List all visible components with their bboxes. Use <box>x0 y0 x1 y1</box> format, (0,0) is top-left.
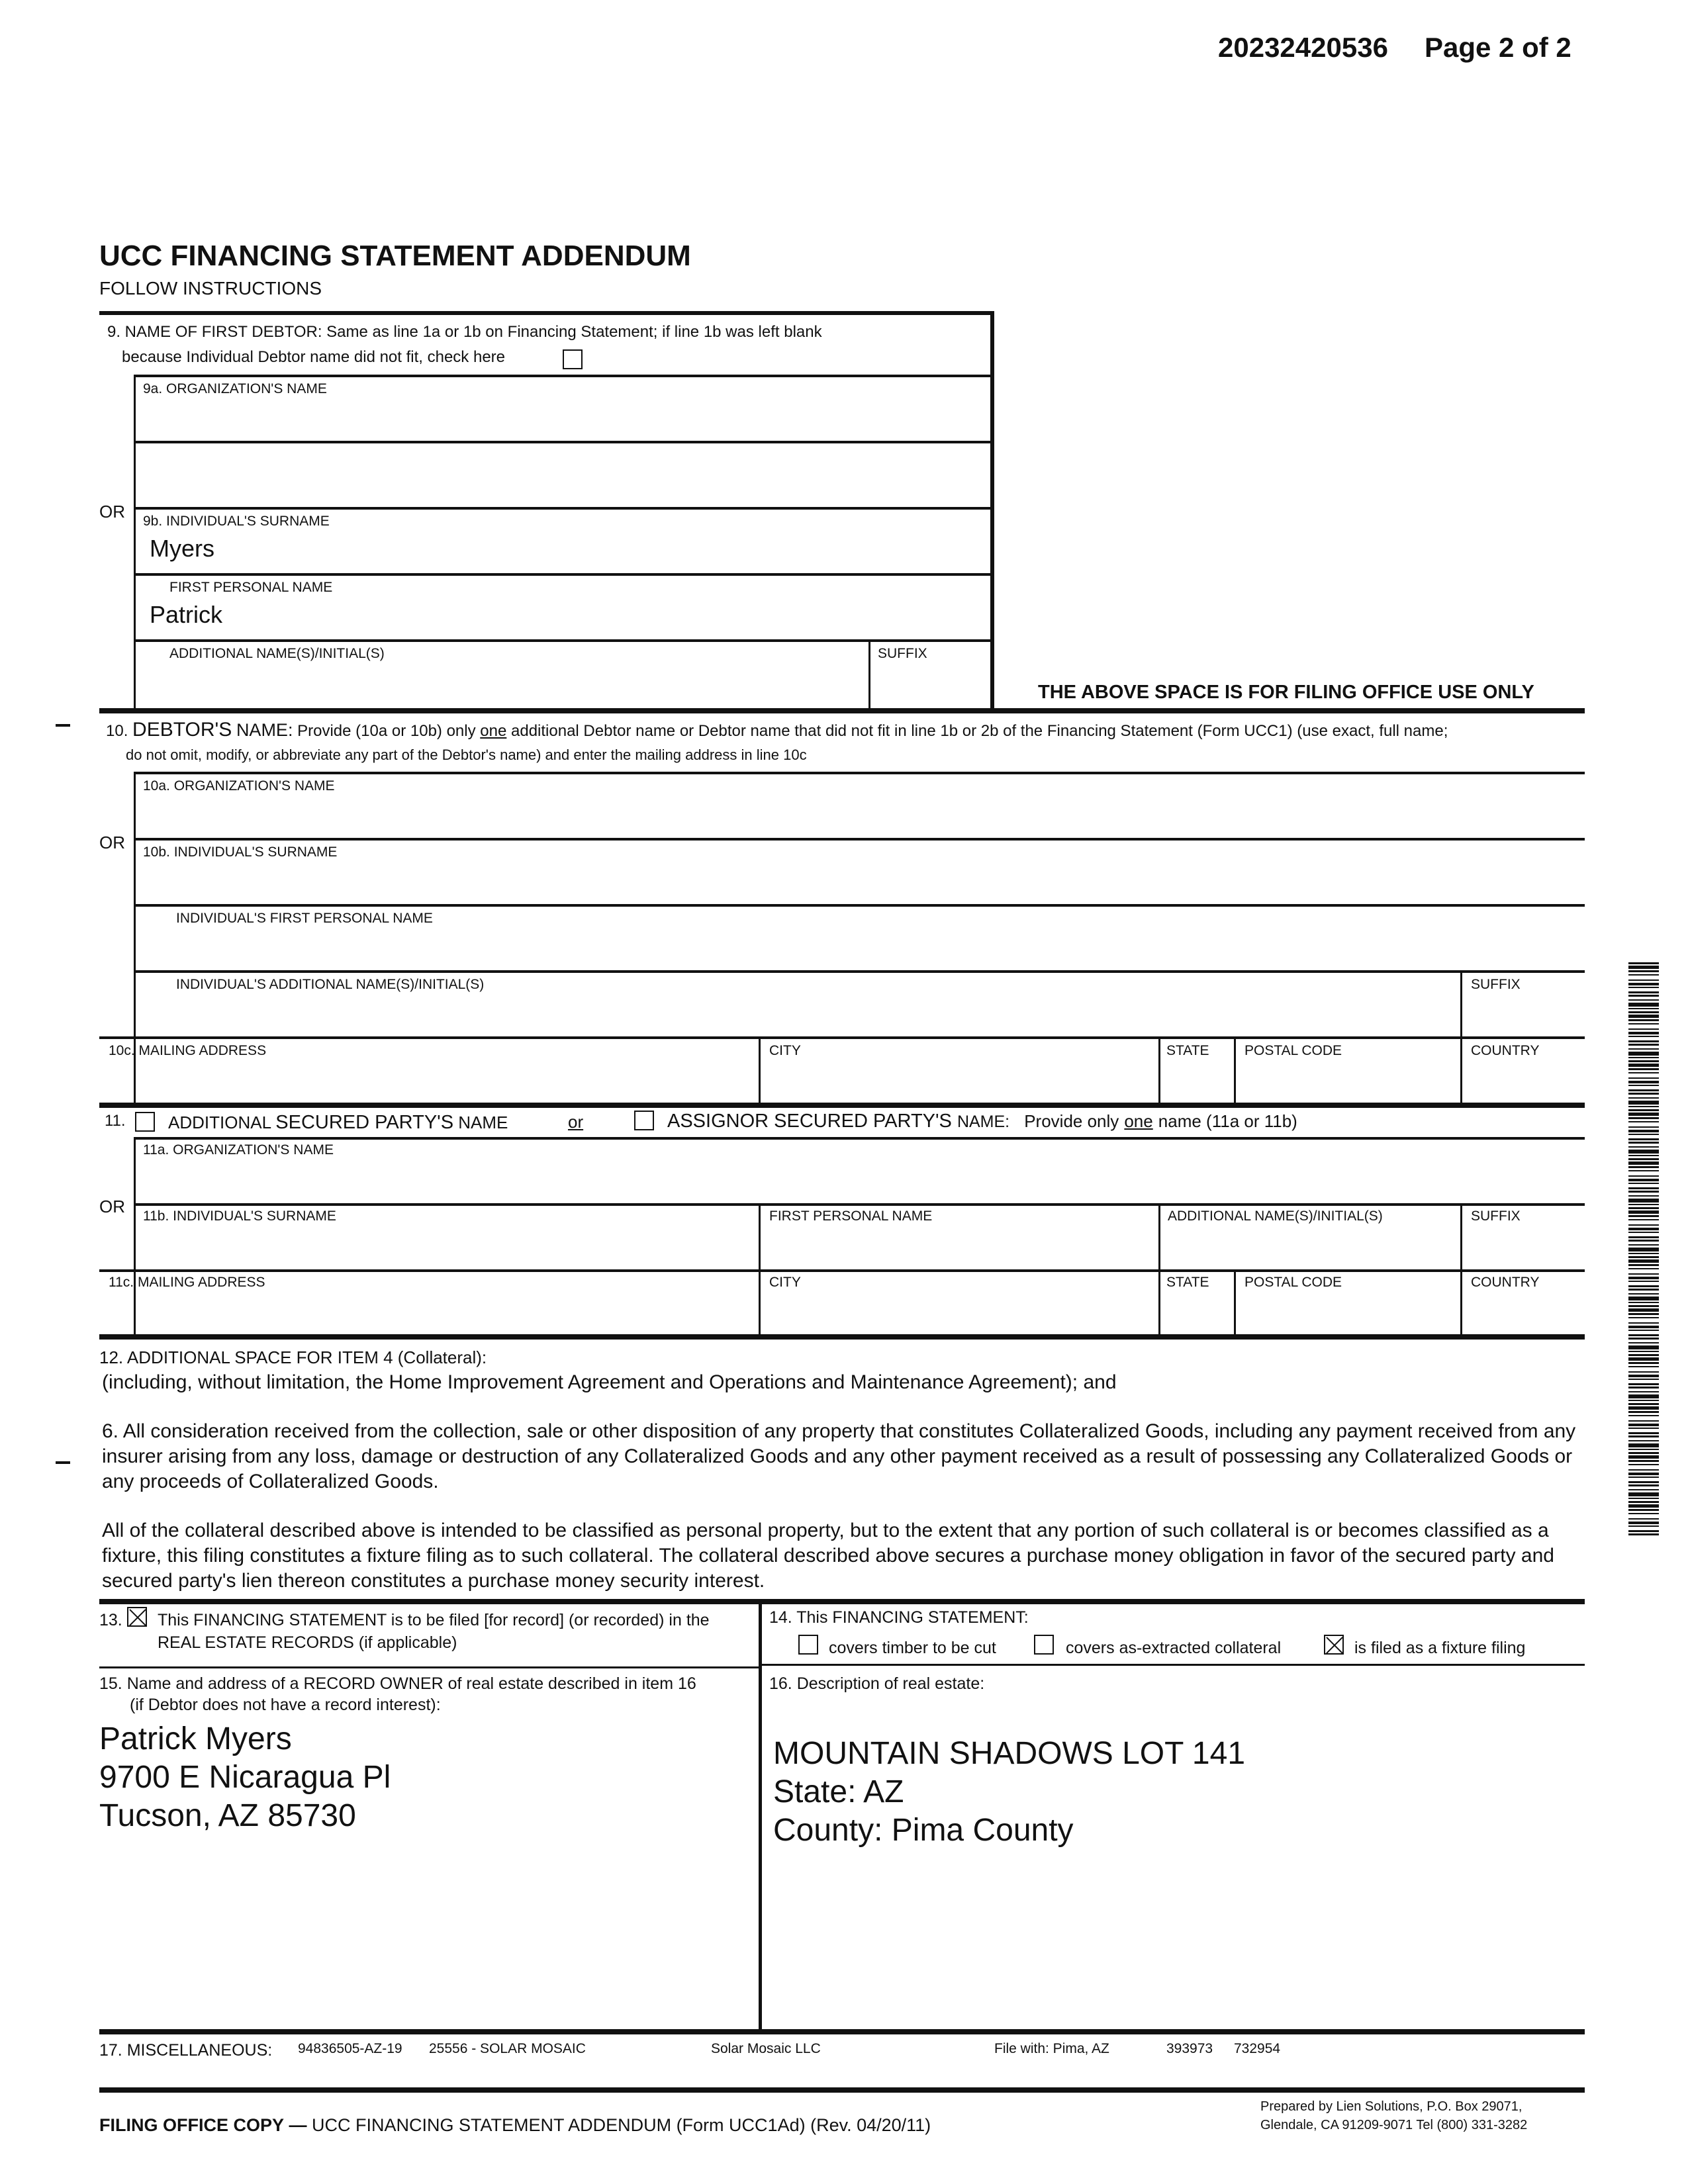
s11-assignor-checkbox[interactable] <box>634 1111 654 1130</box>
barcode-bar <box>1628 1032 1659 1034</box>
s17-party: Solar Mosaic LLC <box>711 2041 821 2056</box>
barcode-bar <box>1628 1338 1659 1340</box>
s9-first-label: FIRST PERSONAL NAME <box>169 580 333 595</box>
prepared-by-line1: Prepared by Lien Solutions, P.O. Box 29071, <box>1260 2099 1523 2114</box>
barcode-bar <box>1628 1219 1659 1220</box>
barcode-bar <box>1628 1415 1659 1416</box>
s11-provide-b: name (11a or 11b) <box>1158 1111 1297 1131</box>
barcode-bar <box>1628 1191 1659 1193</box>
barcode-bar <box>1628 1354 1659 1356</box>
barcode-bar <box>1628 1068 1659 1070</box>
barcode-bar <box>1628 1179 1659 1181</box>
s11-heading-b <box>667 1111 1297 1132</box>
s11b-label: 11b. INDIVIDUAL'S SURNAME <box>143 1208 336 1224</box>
barcode-bar <box>1628 1383 1659 1385</box>
barcode-bar <box>1628 962 1659 964</box>
barcode-bar <box>1628 1357 1659 1361</box>
s13-checkbox[interactable] <box>127 1607 147 1627</box>
s10-title: DEBTOR'S <box>132 719 232 741</box>
barcode-bar <box>1628 1518 1659 1520</box>
footer-form: UCC FINANCING STATEMENT ADDENDUM (Form UCC1Ad) (Rev. 04/20/11) <box>312 2115 931 2135</box>
s14-extracted-checkbox[interactable] <box>1034 1635 1054 1655</box>
barcode-bar <box>1628 1142 1659 1144</box>
barcode-bar <box>1628 995 1659 997</box>
barcode-bar <box>1628 1394 1659 1398</box>
barcode-bar <box>1628 1028 1659 1030</box>
barcode-bar <box>1628 1232 1659 1233</box>
s9b-label: 9b. INDIVIDUAL'S SURNAME <box>143 514 330 529</box>
s9-or: OR <box>99 502 125 522</box>
barcode-bar <box>1628 1130 1659 1132</box>
barcode-bar <box>1628 1183 1659 1184</box>
margin-mark-middle <box>56 1461 70 1464</box>
barcode-bar <box>1628 1023 1659 1024</box>
barcode-bar <box>1628 979 1659 981</box>
barcode-bar <box>1628 1351 1659 1352</box>
filing-office-note: THE ABOVE SPACE IS FOR FILING OFFICE USE ONLY <box>1038 682 1534 703</box>
s11-or: OR <box>99 1197 125 1216</box>
barcode-bar <box>1628 1484 1659 1486</box>
barcode-bar <box>1628 1228 1659 1230</box>
barcode-bar <box>1628 1435 1659 1437</box>
barcode-bar <box>1628 1138 1659 1140</box>
s17-ref: 94836505-AZ-19 <box>298 2041 402 2056</box>
barcode-bar <box>1628 1264 1659 1266</box>
s10-instr-a: Provide (10a or 10b) only <box>297 722 476 740</box>
barcode-bar <box>1628 1345 1659 1349</box>
barcode-bar <box>1628 1224 1659 1226</box>
barcode-bar <box>1628 1097 1659 1099</box>
barcode-bar <box>1628 1460 1659 1462</box>
margin-mark-top <box>56 724 70 727</box>
barcode-bar <box>1628 1330 1659 1331</box>
barcode-bar <box>1628 1411 1659 1413</box>
barcode-bar <box>1628 1011 1659 1013</box>
s10-instr-b: additional Debtor name or Debtor name that did not fit in line 1b or 2b of the Financing Statement (Form UCC1) (use exact, full name; <box>511 722 1448 740</box>
barcode-bar <box>1628 1268 1659 1269</box>
barcode-bar <box>1628 1428 1659 1429</box>
barcode-bar <box>1628 1256 1659 1258</box>
barcode-bar <box>1628 1134 1659 1135</box>
barcode-bar <box>1628 1093 1659 1095</box>
barcode-bar <box>1628 1420 1659 1422</box>
s16-line3: County: Pima County <box>773 1813 1074 1848</box>
s17-n1: 393973 <box>1166 2041 1213 2056</box>
barcode-bar <box>1628 1533 1659 1535</box>
s9-heading-line2: because Individual Debtor name did not fit, check here <box>122 348 506 366</box>
s10-heading-line2: do not omit, modify, or abbreviate any part of the Debtor's name) and enter the mailing address in line 10c <box>126 747 807 763</box>
barcode-bar <box>1628 1008 1659 1009</box>
s17-file-with: File with: Pima, AZ <box>994 2041 1109 2056</box>
barcode-bar <box>1628 1455 1659 1459</box>
s9-suffix-label: SUFFIX <box>878 646 927 661</box>
barcode-bar <box>1628 1244 1659 1246</box>
s17-n2: 732954 <box>1234 2041 1281 2056</box>
barcode-bar <box>1628 1259 1659 1263</box>
barcode-bar <box>1628 1481 1659 1483</box>
s10-heading <box>106 719 1448 741</box>
s10-name-word: NAME: <box>236 720 293 740</box>
barcode-bar <box>1628 1432 1659 1434</box>
barcode-bar <box>1628 1187 1659 1189</box>
barcode-bar <box>1628 1525 1659 1527</box>
barcode-bar <box>1628 1322 1659 1324</box>
s11-or-word: or <box>568 1112 584 1132</box>
footer-dash: — <box>289 2115 307 2135</box>
barcode-bar <box>1628 1077 1659 1079</box>
barcode-bar <box>1628 1146 1659 1148</box>
s10-num: 10. <box>106 722 128 740</box>
s13-num: 13. <box>99 1611 122 1629</box>
s14-fixture-checkbox[interactable] <box>1324 1635 1344 1655</box>
s9b-surname-value: Myers <box>150 535 214 562</box>
barcode-bar <box>1628 1166 1659 1168</box>
s15-owner-city: Tucson, AZ 85730 <box>99 1798 356 1833</box>
s11-name-colon: NAME: <box>957 1113 1010 1131</box>
s15-line1: 15. Name and address of a RECORD OWNER of real estate described in item 16 <box>99 1674 696 1693</box>
barcode-bar <box>1628 1289 1659 1291</box>
barcode-bar <box>1628 1240 1659 1242</box>
barcode-bar <box>1628 1464 1659 1465</box>
barcode-bar <box>1628 1126 1659 1128</box>
s10-state-label: STATE <box>1166 1043 1209 1058</box>
s10-first-label: INDIVIDUAL'S FIRST PERSONAL NAME <box>176 911 433 926</box>
barcode-bar <box>1628 1089 1659 1091</box>
barcode-bar <box>1628 1424 1659 1426</box>
s14-extracted-label: covers as-extracted collateral <box>1066 1639 1282 1657</box>
barcode-bar <box>1628 1057 1659 1058</box>
barcode-bar <box>1628 1003 1659 1007</box>
barcode-bar <box>1628 974 1659 976</box>
barcode-bar <box>1628 999 1659 1001</box>
s11-postal-label: POSTAL CODE <box>1244 1275 1342 1290</box>
barcode-bar <box>1628 1121 1659 1122</box>
barcode-bar <box>1628 1155 1659 1156</box>
s11-secured-party: SECURED PARTY'S <box>275 1112 454 1133</box>
barcode-bar <box>1628 1342 1659 1343</box>
s11-additional-checkbox[interactable] <box>135 1112 155 1132</box>
footer-line <box>99 2115 931 2136</box>
s11a-label: 11a. ORGANIZATION'S NAME <box>143 1142 334 1158</box>
s9-checkbox[interactable] <box>563 349 583 369</box>
s11-suffix-label: SUFFIX <box>1471 1208 1521 1224</box>
barcode-bar <box>1628 1072 1659 1073</box>
barcode-bar <box>1628 1101 1659 1105</box>
barcode-bar <box>1628 1117 1659 1119</box>
barcode-bar <box>1628 1498 1659 1499</box>
barcode-bar <box>1628 1477 1659 1478</box>
s15-owner-name: Patrick Myers <box>99 1721 292 1756</box>
s10-additional-label: INDIVIDUAL'S ADDITIONAL NAME(S)/INITIAL(S) <box>176 977 485 992</box>
s11-name-word: NAME <box>458 1113 508 1132</box>
s14-timber-label: covers timber to be cut <box>829 1639 996 1657</box>
barcode-bar <box>1628 1150 1659 1154</box>
s11-heading-a <box>168 1112 508 1134</box>
barcode-bar <box>1628 1113 1659 1116</box>
s11-provide-a: Provide only <box>1024 1111 1119 1131</box>
barcode-bar <box>1628 1371 1659 1373</box>
s11-city-label: CITY <box>769 1275 801 1290</box>
barcode-bar <box>1628 1081 1659 1083</box>
barcode-bar <box>1628 1522 1659 1524</box>
barcode-bar <box>1628 1085 1659 1086</box>
barcode-bar <box>1628 1015 1659 1018</box>
barcode-bar <box>1628 1391 1659 1392</box>
s13-line1: This FINANCING STATEMENT is to be filed [for record] (or recorded) in the <box>158 1611 710 1629</box>
s10-or: OR <box>99 833 125 852</box>
barcode-bar <box>1628 1387 1659 1388</box>
barcode-bar <box>1628 1440 1659 1441</box>
s11c-label: 11c. MAILING ADDRESS <box>109 1275 265 1290</box>
barcode-bar <box>1628 1036 1659 1037</box>
barcode-bar <box>1628 1504 1659 1508</box>
barcode-bar <box>1628 1334 1659 1336</box>
barcode-bar <box>1628 1040 1659 1042</box>
s17-code: 25556 - SOLAR MOSAIC <box>429 2041 586 2056</box>
barcode-bar <box>1628 1273 1659 1275</box>
s9a-label: 9a. ORGANIZATION'S NAME <box>143 381 327 396</box>
s12-label: 12. ADDITIONAL SPACE FOR ITEM 4 (Collateral): <box>99 1347 487 1367</box>
barcode-bar <box>1628 1509 1659 1511</box>
barcode-bar <box>1628 1513 1659 1514</box>
s10-city-label: CITY <box>769 1043 801 1058</box>
barcode-bar <box>1628 1308 1659 1312</box>
s9-first-value: Patrick <box>150 601 223 628</box>
s10-country-label: COUNTRY <box>1471 1043 1540 1058</box>
barcode-bar <box>1628 1204 1659 1205</box>
barcode-bar <box>1628 1449 1659 1450</box>
file-number: 20232420536 <box>1218 32 1388 63</box>
barcode-bar <box>1628 1064 1659 1067</box>
barcode-bar <box>1628 1207 1659 1209</box>
barcode-bar <box>1628 1109 1659 1111</box>
s12-collateral-p1: (including, without limitation, the Home Improvement Agreement and Operations and Maintenance Agreement); and <box>102 1371 1117 1393</box>
page-indicator: Page 2 of 2 <box>1425 32 1571 63</box>
footer-copy: FILING OFFICE COPY <box>99 2115 285 2135</box>
barcode-bar <box>1628 1281 1659 1282</box>
barcode-bar <box>1628 1293 1659 1295</box>
barcode-bar <box>1628 1305 1659 1307</box>
s16-line2: State: AZ <box>773 1774 904 1809</box>
s11-assignor: ASSIGNOR SECURED PARTY'S <box>667 1111 952 1132</box>
s12-collateral-p2: 6. All consideration received from the collection, sale or other disposition of any property that constitutes Collateralized Goods, including any payment received from any insurer arising from any loss, damage or destruction of any Collateralized Goods and any other payment received as a result of possessing any Collateralized Goods or any proceeds of Collateralized Goods. <box>102 1420 1576 1492</box>
barcode-bar <box>1628 1052 1659 1056</box>
barcode-bar <box>1628 1443 1659 1447</box>
barcode-bar <box>1628 1317 1659 1318</box>
barcode-bar <box>1628 1215 1659 1217</box>
barcode-bar <box>1628 1253 1659 1254</box>
s10-postal-label: POSTAL CODE <box>1244 1043 1342 1058</box>
barcode-bar <box>1628 983 1659 985</box>
s14-fixture-label: is filed as a fixture filing <box>1354 1639 1526 1657</box>
s11-additional-label: ADDITIONAL NAME(S)/INITIAL(S) <box>1168 1208 1383 1224</box>
barcode-bar <box>1628 1375 1659 1377</box>
barcode-bar <box>1628 1019 1659 1021</box>
barcode-bar <box>1628 1297 1659 1300</box>
barcode-bar <box>1628 1452 1659 1454</box>
barcode-bar <box>1628 1313 1659 1315</box>
barcode-bar <box>1628 1489 1659 1490</box>
s13-line2: REAL ESTATE RECORDS (if applicable) <box>158 1633 457 1652</box>
s10-suffix-label: SUFFIX <box>1471 977 1521 992</box>
s11-first-label: FIRST PERSONAL NAME <box>769 1208 933 1224</box>
s16-label: 16. Description of real estate: <box>769 1674 985 1693</box>
barcode-bar <box>1628 1379 1659 1380</box>
s9-heading: 9. NAME OF FIRST DEBTOR: Same as line 1a or 1b on Financing Statement; if line 1b was left blank <box>107 323 822 341</box>
barcode-bar <box>1628 1302 1659 1303</box>
s14-timber-checkbox[interactable] <box>798 1635 818 1655</box>
s11-country-label: COUNTRY <box>1471 1275 1540 1290</box>
barcode-bar <box>1628 1048 1659 1050</box>
barcode-bar <box>1628 1406 1659 1410</box>
s10b-label: 10b. INDIVIDUAL'S SURNAME <box>143 844 338 860</box>
s11-num: 11. <box>105 1112 126 1130</box>
barcode-bar <box>1628 1403 1659 1405</box>
follow-instructions: FOLLOW INSTRUCTIONS <box>99 278 322 298</box>
barcode-bar <box>1628 1106 1659 1107</box>
barcode-bar <box>1628 1473 1659 1475</box>
s11-one: one <box>1124 1111 1153 1131</box>
barcode-bar <box>1628 1175 1659 1177</box>
barcode-bar <box>1628 1158 1659 1160</box>
barcode-bar <box>1628 1199 1659 1203</box>
barcode-bar <box>1628 1530 1659 1532</box>
barcode-bar <box>1628 1236 1659 1238</box>
barcode-bar <box>1628 1285 1659 1287</box>
s10c-label: 10c. MAILING ADDRESS <box>109 1043 267 1058</box>
barcode-bar <box>1628 987 1659 988</box>
barcode-bar <box>1628 991 1659 993</box>
s10a-label: 10a. ORGANIZATION'S NAME <box>143 778 335 794</box>
s15-line2: (if Debtor does not have a record interest): <box>130 1696 441 1714</box>
barcode-bar <box>1628 1326 1659 1328</box>
barcode-bar <box>1628 970 1659 972</box>
barcode-bar <box>1628 1400 1659 1401</box>
s12-collateral-p3: All of the collateral described above is intended to be classified as personal property, but to the extent that any portion of such collateral is or becomes classified as a fixture, this filing constitutes a fixture filing as to such collateral. The collateral described above secures a purchase money obligation in favor of the secured party and secured party's lien thereon constitutes a purchase money security interest. <box>102 1520 1554 1592</box>
barcode-bar <box>1628 1161 1659 1165</box>
s15-owner-address: 9700 E Nicaragua Pl <box>99 1760 391 1795</box>
barcode-bar <box>1628 1170 1659 1171</box>
s16-line1: MOUNTAIN SHADOWS LOT 141 <box>773 1736 1246 1771</box>
prepared-by-line2: Glendale, CA 91209-9071 Tel (800) 331-3282 <box>1260 2118 1528 2132</box>
barcode-bar <box>1628 1248 1659 1251</box>
s9-additional-label: ADDITIONAL NAME(S)/INITIAL(S) <box>169 646 385 661</box>
barcode-bar <box>1628 1277 1659 1279</box>
barcode-bar <box>1628 1492 1659 1496</box>
barcode-bar <box>1628 1501 1659 1503</box>
s11-state-label: STATE <box>1166 1275 1209 1290</box>
s11-additional: ADDITIONAL <box>168 1113 271 1132</box>
barcode-bar <box>1628 1060 1659 1062</box>
barcode-bar <box>1628 1195 1659 1197</box>
barcode-bar <box>1628 1044 1659 1046</box>
barcode-bar <box>1628 1362 1659 1364</box>
s10-one: one <box>480 722 507 740</box>
barcode-bar <box>1628 1210 1659 1214</box>
barcode <box>1628 962 1659 1538</box>
s14-label: 14. This FINANCING STATEMENT: <box>769 1608 1029 1627</box>
form-title: UCC FINANCING STATEMENT ADDENDUM <box>99 240 691 272</box>
barcode-bar <box>1628 1469 1659 1471</box>
barcode-bar <box>1628 1366 1659 1367</box>
barcode-bar <box>1628 966 1659 969</box>
s17-label: 17. MISCELLANEOUS: <box>99 2041 273 2060</box>
